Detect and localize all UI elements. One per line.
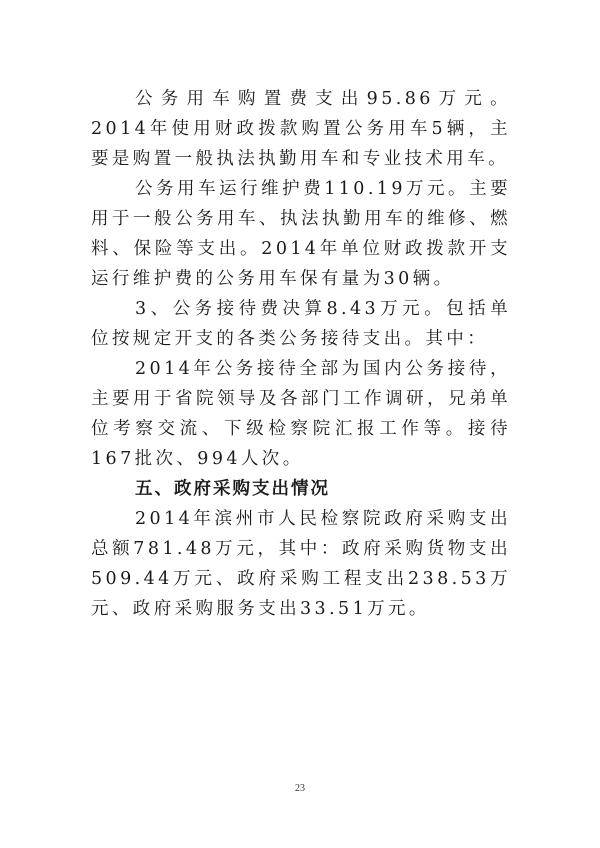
paragraph-vehicle-purchase: 公务用车购置费支出95.86万元。2014年使用财政拨款购置公务用车5辆，主要是购置一般执法执勤用车和专业技术用车。 — [91, 89, 511, 169]
section-heading-procurement: 五、政府采购支出情况 — [135, 479, 330, 499]
paragraph-reception-expense: 3、公务接待费决算8.43万元。包括单位按规定开支的各类公务接待支出。其中： — [91, 299, 511, 349]
paragraph-vehicle-maintenance: 公务用车运行维护费110.19万元。主要用于一般公务用车、执法执勤用车的维修、燃料、保险等支出。2014年单位财政拨款开支运行维护费的公务用车保有量为30辆。 — [91, 179, 511, 289]
paragraph-reception-detail: 2014年公务接待全部为国内公务接待，主要用于省院领导及各部门工作调研，兄弟单位考察交流、下级检察院汇报工作等。接待167批次、994人次。 — [91, 359, 511, 469]
page-number: 23 — [295, 783, 305, 794]
document-body — [91, 84, 511, 624]
paragraph-procurement: 2014年滨州市人民检察院政府采购支出总额781.48万元，其中：政府采购货物支出509.44万元、政府采购工程支出238.53万元、政府采购服务支出33.51万元。 — [91, 509, 511, 619]
